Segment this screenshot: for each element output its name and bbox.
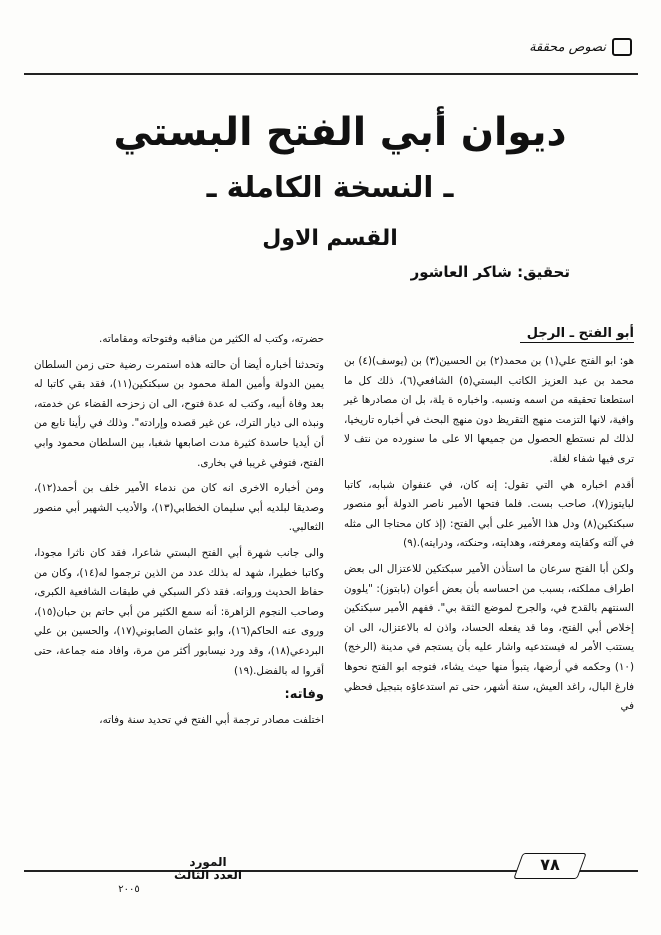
editor-credit: تحقيق: شاكر العاشور — [410, 263, 570, 281]
paragraph: حضرته، وكتب له الكثير من مناقبه وفتوحاته ومقاماته. — [99, 333, 324, 345]
page-number: ٧٨ — [540, 855, 560, 874]
paragraph: ولكن أبا الفتح سرعان ما استأذن الأمير سبكتكين للاعتزال الى بعض اطراف مملكته، بسبب من احساسه بأن بعض أعوان (بابتوز): "يلوون السنتهم بالقدح في، والجرح لموضع الثقة بي". ففهم الأمير سبكتكين إخلاص أبي الفتح، وما قد يفعله الحساد، واذن له بالاعتزال، الى ان يستتب الأمر له فيستدعيه واشار عليه بأن يستجم في مدينة (الرخج)(١٠) وحكمه في أرضها، يتبوأ منها حيث يشاء، فتوجه ابو الفتح نحوها فارغ البال، راغد العيش، ستة أشهر، حتى تم استدعاؤه بتبجيل فحظي في — [344, 562, 634, 713]
journal-name — [168, 856, 248, 882]
death-heading: وفاته: — [284, 687, 324, 703]
journal-issue: العدد الثالث — [174, 868, 242, 882]
paragraph: ومن أخباره الاخرى انه كان من ندماء الأمير خلف بن أحمد(١٢)، وصديقا لبلديه أبي سليمان الخطابي(١٣)، والأديب الشهير أبي منصور الثعالبي. — [34, 482, 324, 534]
paragraph: اختلفت مصادر ترجمة أبي الفتح في تحديد سنة وفاته، — [99, 713, 324, 726]
publication-year: ٢٠٠٥ — [118, 884, 140, 895]
journal-title: المورد — [189, 855, 227, 869]
paragraph: أقدم اخباره هي التي تقول: إنه كان، في عنفوان شبابه، كاتبا لبايتوز(٧)، صاحب بست. فلما فتحها الأمير ناصر الدولة أبو منصور سبكتكين(٨) ودل هذا الأمير على أبي الفتح: (إذ كان محتاجا الى مثله في آلته وكفايته ومعرفته، وهدايته، وحنكته، ودرايته).(٩) — [344, 478, 634, 550]
left-column — [34, 330, 324, 736]
paragraph: هو: ابو الفتح علي(١) بن محمد(٢) بن الحسين(٣) بن (يوسف)(٤) بن محمد بن عبد العزيز الكاتب البستي(٥) الشافعي(٦)، ذلك كل ما استطعنا تحقيقه من اسمه ونسبه. واخباره ة يلة، بل ان مصادرها غير وافية، لانها التزمت منهج التقريظ دون منهج البحث في أخباره تاريخيا، لذلك لم نستطع الحصول من جميعها الا على ما سنورده من نتف لا ترى فيها شفاء لغلة. — [344, 355, 635, 465]
section-heading: أبو الفتح ـ الرجل — [520, 326, 634, 343]
header-rule — [24, 73, 638, 75]
paragraph: وتحدثنا أخباره أيضا أن حالته هذه استمرت رضية حتى زمن السلطان يمين الدولة وأمين الملة محمود بن سبكتكين(١١)، فقد بقي كاتبا له بعد وفاة أبيه، وكتب له عدة فتوح، الى ان زحزحه القضاء عن خدمته، ونبذه الى ديار الترك، عن غير قصده وإرادته". وذلك في رأينا نابع من أن أيديا حاسدة كثيرة مدت اصابعها شغبا، بين السلطان محمود وابي الفتح، فتوفي غريبا في بخارى. — [34, 358, 324, 469]
article-title: ديوان أبي الفتح البستي — [113, 110, 567, 155]
section-header — [506, 36, 632, 58]
right-column — [344, 352, 634, 723]
section-box-icon — [612, 38, 632, 56]
section-label: نصوص محققة — [529, 39, 606, 55]
article-subtitle: ـ النسخة الكاملة ـ — [206, 170, 454, 204]
article-part: القسم الاول — [262, 226, 398, 251]
paragraph: والى جانب شهرة أبي الفتح البستي شاعرا، فقد كان ناثرا مجودا، وكاتبا خطيرا، شهد له بذلك عدد من الذين ترجموا له(١٤)، وكان من حفاظ الحديث ورواته. فقد ذكر السبكي في طبقات الشافعية الكبرى، وصاحب النجوم الزاهرة: أنه سمع الكثير من أبي حاتم بن حبان(١٥)، وروى عنه الحاكم(١٦)، وابو عثمان الصابوني(١٧)، والحسين بن علي البردعي(١٨)، وقد ورد نيسابور أكثر من مرة، وافاد منه جماعة، حتى أقروا له بالفضل.(١٩) — [34, 546, 325, 677]
